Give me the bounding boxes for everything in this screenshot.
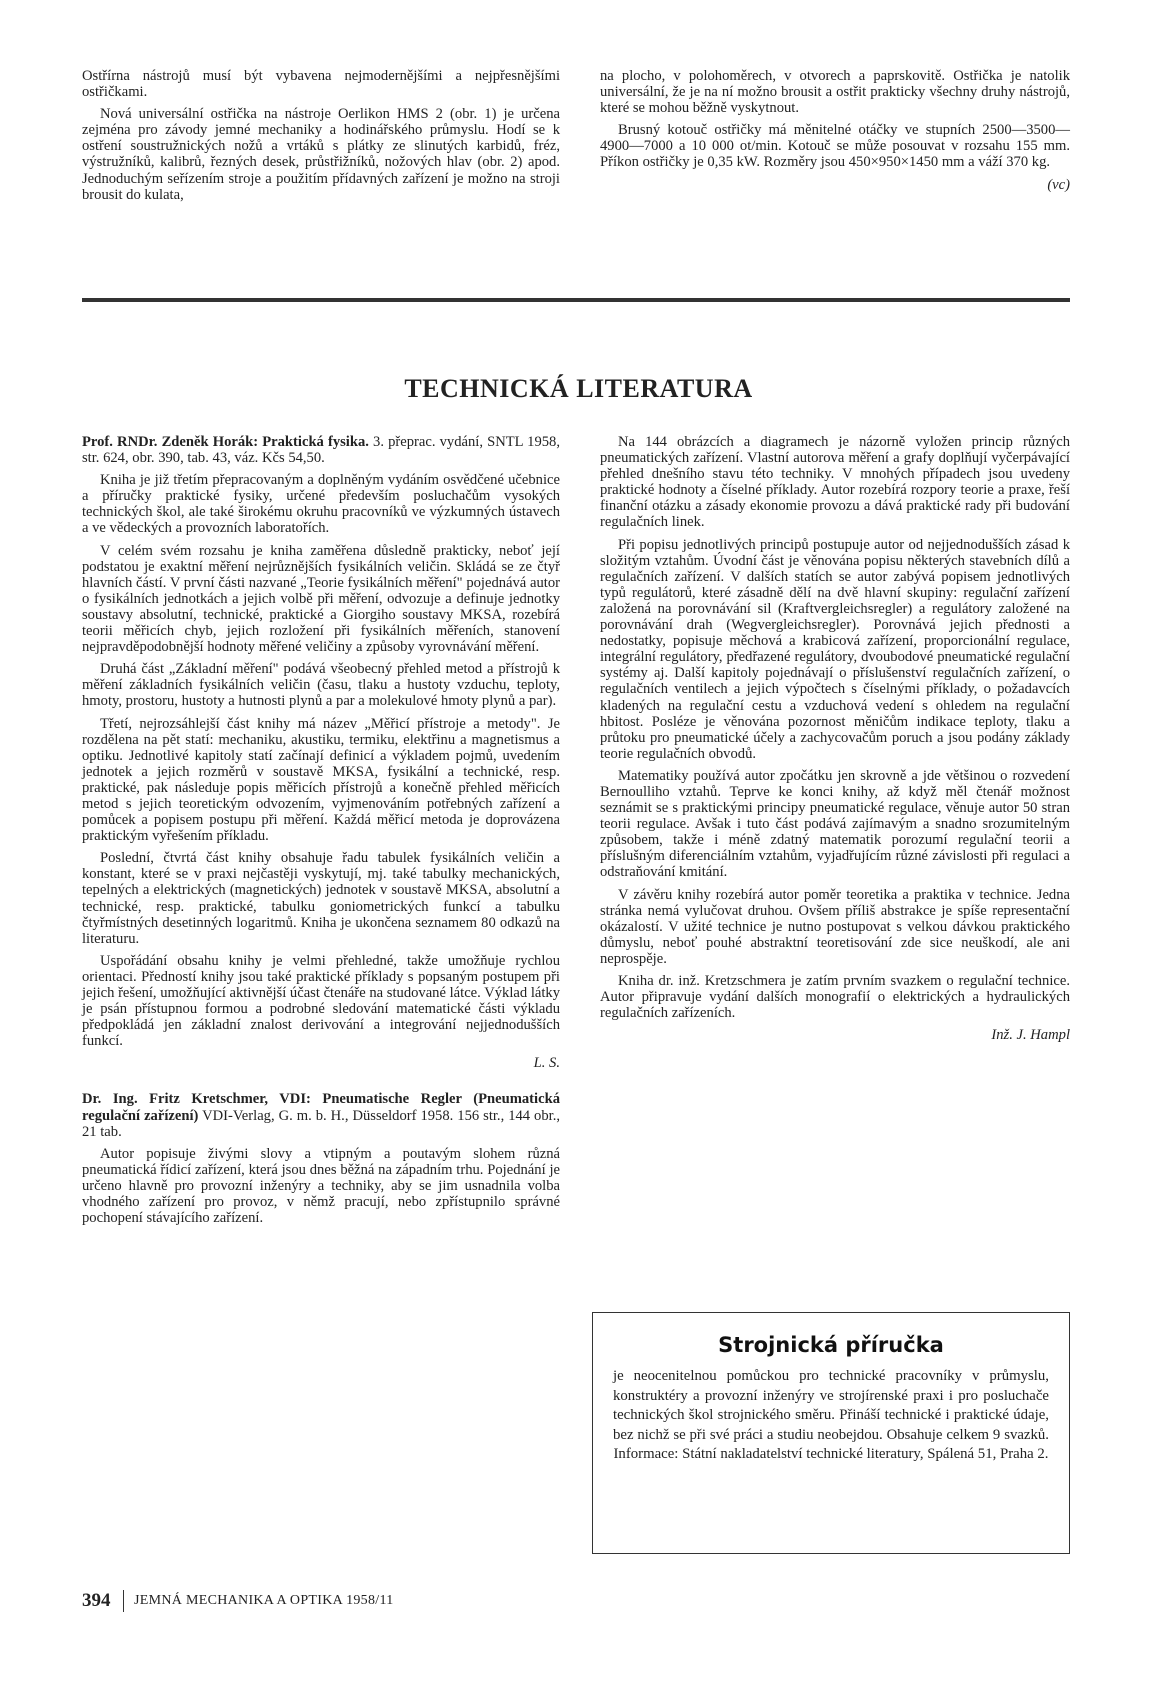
advertisement-title: Strojnická příručka: [718, 1333, 944, 1357]
page-footer: [82, 1590, 682, 1612]
top-left-column: [82, 68, 560, 209]
review2-paragraph: Matematiky používá autor zpočátku jen skrovně a jde většinou o rozvedení Bernoulliho vztahů. Teprve ke konci knihy, až když měl čtenář možnost seznámit se s praktickými principy pneumatické regulace, věnuje autor 50 stran teorii regulace. Avšak i tuto část podává zajímavým a snadno srozumitelným způsobem, takže i méně zdatný matematik porozumí regulační teorii a příslušným diferenciálním vztahům, vyjadřujícím různé závislosti při regulaci a odstraňování kmitání.: [600, 767, 1070, 881]
footer-separator: [123, 1590, 125, 1612]
review2-paragraph: Při popisu jednotlivých principů postupuje autor od nejjednodušších zásad k složitým vztahům. Úvodní část je věnována popisu některých stavebních dílů a regulačních zařízení. V dalších statích se autor zabývá popisem jednotlivých typů regulátorů, které zásadně dělí na dvě hlavní skupiny: regulační zařízení založená na porovnávání sil (Kraftvergleichsregler) a regulátory založené na porovnávání drah (Wegvergleichsregler). Porovnává jejich přednosti a nedostatky, popisuje měchová a krabicová zařízení, proporcionální regulace, integrální regulátory, předřazené regulátory, dvoubodové pneumatické regulační systémy aj. Další kapitoly pojednávají o příslušenství regulačních zařízení, o regulačních ventilech a jejich výpočtech s číselnými příklady, o požadavcích kladených na regulační cestu a vzduchová vedení s ohledem na regulační hbitost. Posléze je věnována pozornost měničům indikace teploty, tlaku a průtoku pro pneumatické účely a zachycovačům poruch a jsou podány základy teorie regulačních obvodů.: [600, 536, 1070, 762]
top-right-paragraph: na plocho, v polohoměrech, v otvorech a paprskovitě. Ostřička je natolik universální, že je na ní možno brousit a ostřit prakticky všechny druhy nástrojů, které se mohou běžně vyskytnout.: [600, 68, 1070, 117]
top-right-paragraph: Brusný kotouč ostřičky má měnitelné otáčky ve stupních 2500—3500—4900—7000 a 10 000 ot/min. Kotouč se může posouvat v rozsahu 155 mm. Příkon ostřičky je 0,35 kW. Rozměry jsou 450×950×1450 mm a váží 370 kg.: [600, 122, 1070, 171]
review1-reference-details: 3. přeprac. vydání, SNTL 1958, str. 624, obr. 390, tab. 43, váz. Kčs 54,50.: [82, 434, 560, 467]
bottom-left-column: [82, 434, 560, 1232]
top-left-paragraph: Nová universální ostřička na nástroje Oerlikon HMS 2 (obr. 1) je určena zejména pro závody jemné mechaniky a hodinářského průmyslu. Hodí se k ostření soustružnických nožů a vrtáků s plátky ze slinutých karbidů, fréz, výstružníků, kalibrů, řezných desek, průstřižníků, nožových hlav (obr. 2) apod. Jednoduchým seřízením stroje a použitím přídavných zařízení je možno na stroji brousit do kulata,: [82, 106, 560, 203]
review1-reference: [82, 434, 560, 466]
review1-paragraph: Třetí, nejrozsáhlejší část knihy má název „Měřicí přístroje a metody". Je rozdělena na pět statí: mechaniku, akustiku, termiku, elektřinu a magnetismus a optiku. Jednotlivé kapitoly statí začínají definicí a výkladem pojmů, uvedením jednotek a jejich rozměrů v soustavě MKSA, fysikální a technické, resp. praktické, pak následuje popis měřicích přístrojů a konečně přehled měřicích metod s jejich teoretickým odvozením, vyjmenováním potřebných zařízení a pomůcek a popisem postupu při měření. Každá měřicí metoda je doprovázena praktickým vyřešením příkladu.: [82, 715, 560, 845]
section-divider: [82, 298, 1070, 302]
review2-paragraph: V závěru knihy rozebírá autor poměr teoretika a praktika v technice. Jedna stránka nemá vylučovat druhou. Ovšem příliš abstrakce je spíše representační okázalostí. V užité technice je nutno postupovat s velkou dávkou praktického důmyslu, neboť pouhé abstraktní teoretisování zde sice neuškodí, ale ani neprospěje.: [600, 886, 1070, 967]
review2-reference-title: Dr. Ing. Fritz Kretschmer, VDI: Pneumatische Regler (Pneumatická regulační zařízení): [82, 1091, 560, 1124]
review2-reference-details: VDI-Verlag, G. m. b. H., Düsseldorf 1958. 156 str., 144 obr., 21 tab.: [82, 1107, 560, 1140]
journal-title: JEMNÁ MECHANIKA A OPTIKA 1958/11: [134, 1593, 394, 1608]
review2-reference: [82, 1091, 560, 1139]
advertisement-box: [592, 1312, 1070, 1554]
bottom-right-column: [600, 434, 1070, 1049]
top-left-paragraph: Ostřírna nástrojů musí být vybavena nejmodernějšími a nejpřesnějšími ostřičkami.: [82, 68, 560, 101]
top-signature: (vc): [1047, 176, 1070, 193]
review1-paragraph: Poslední, čtvrtá část knihy obsahuje řadu tabulek fysikálních veličin a konstant, které se v praxi nejčastěji vyskytují, mj. také tabulky mechanických, tepelných a elektrických (magnetických) jednotek v soustavě MKSA, absolutní a technické, resp. praktické, tabulku goniometrických funkcí a tabulku čtyřmístných desetinných logaritmů. Kniha je ukončena seznamem 80 odkazů na literaturu.: [82, 850, 560, 947]
review2-paragraph: Na 144 obrázcích a diagramech je názorně vyložen princip různých pneumatických zařízení. Vlastní autorova měření a grafy doplňují vyčerpávající přehled dnešního stavu této techniky. V mnohých případech jsou uvedeny praktické hodnoty a číselné příklady. Autor rozebírá rozpory teorie a praxe, řeší finanční otázku a zásady ekonomie provozu a dává praktické rady při budování regulačních linek.: [600, 434, 1070, 531]
review2-paragraph: Kniha dr. inž. Kretzschmera je zatím prvním svazkem o regulační technice. Autor připravuje vydání dalších monografií o elektrických a hydraulických regulačních zařízeních.: [600, 973, 1070, 1022]
advertisement-text: je neocenitelnou pomůckou pro technické pracovníky v průmyslu, konstruktéry a provozní inženýry ve strojírenské praxi i pro posluchače technických škol strojnického směru. Přináší technické i praktické údaje, bez nichž se při své práci a studiu neobejdou. Obsahuje celkem 9 svazků. Informace: Státní nakladatelství technické literatury, Spálená 51, Praha 2.: [613, 1368, 1049, 1462]
page-number: 394: [82, 1590, 111, 1611]
review1-paragraph: V celém svém rozsahu je kniha zaměřena důsledně prakticky, neboť její podstatou je exaktní měření nejrůznějších fysikálních veličin. Skládá se ze čtyř hlavních částí. V první části nazvané „Teorie fysikálních měření" pojednává autor o fysikálních jednotkách a jejich volbě při měření, odvozuje a definuje jednotky soustavy absolutní, technické, praktické a Giorgiho soustavy MKSA, rozebírá teorii měřicích chyb, jejich rozložení při fysikálních měřeních, stanovení nejpravděpodobnější hodnoty měřené veličiny a způsoby vyrovnávání měření.: [82, 542, 560, 656]
top-right-column: [600, 68, 1070, 199]
review1-signature: L. S.: [533, 1055, 560, 1072]
review2-paragraph: Autor popisuje živými slovy a vtipným a poutavým slohem různá pneumatická řídicí zařízení, která jsou dnes běžná na západním trhu. Pojednání je určeno hlavně pro provozní inženýry a techniky, aby se jim usnadnila volba vhodného zařízení pro provoz, v němž pracují, nebo zpřístupnilo správné pochopení stávajícího zařízení.: [82, 1145, 560, 1227]
review2-signature: Inž. J. Hampl: [991, 1027, 1070, 1044]
review1-paragraph: Kniha je již třetím přepracovaným a doplněným vydáním osvědčené učebnice a příručky praktické fysiky, určené především posluchačům vysokých technických škol, ale také širokému okruhu pracovníků ve výzkumných ústavech a ve vědeckých a provozních laboratořích.: [82, 472, 560, 537]
section-heading: TECHNICKÁ LITERATURA: [404, 374, 753, 403]
review1-reference-title: Prof. RNDr. Zdeněk Horák: Praktická fysika.: [82, 434, 369, 450]
review1-paragraph: Uspořádání obsahu knihy je velmi přehledné, takže umožňuje rychlou orientaci. Předností knihy jsou také praktické příklady s popsaným postupem při jejich řešení, umožňující aktivnější účast čtenáře na studované látce. Výklad látky je psán přístupnou formou a podrobné sledování matematické části výkladu předpokládá jen základní znalost derivování a integrování nejjednodušších funkcí.: [82, 952, 560, 1050]
review1-paragraph: Druhá část „Základní měření" podává všeobecný přehled metod a přístrojů k měření základních fysikálních veličin (času, tlaku a hustoty vzduchu, teploty, hmoty, prostoru, hustoty a hutnosti plynů a par a molekulové hmoty plynů a par).: [82, 661, 560, 710]
